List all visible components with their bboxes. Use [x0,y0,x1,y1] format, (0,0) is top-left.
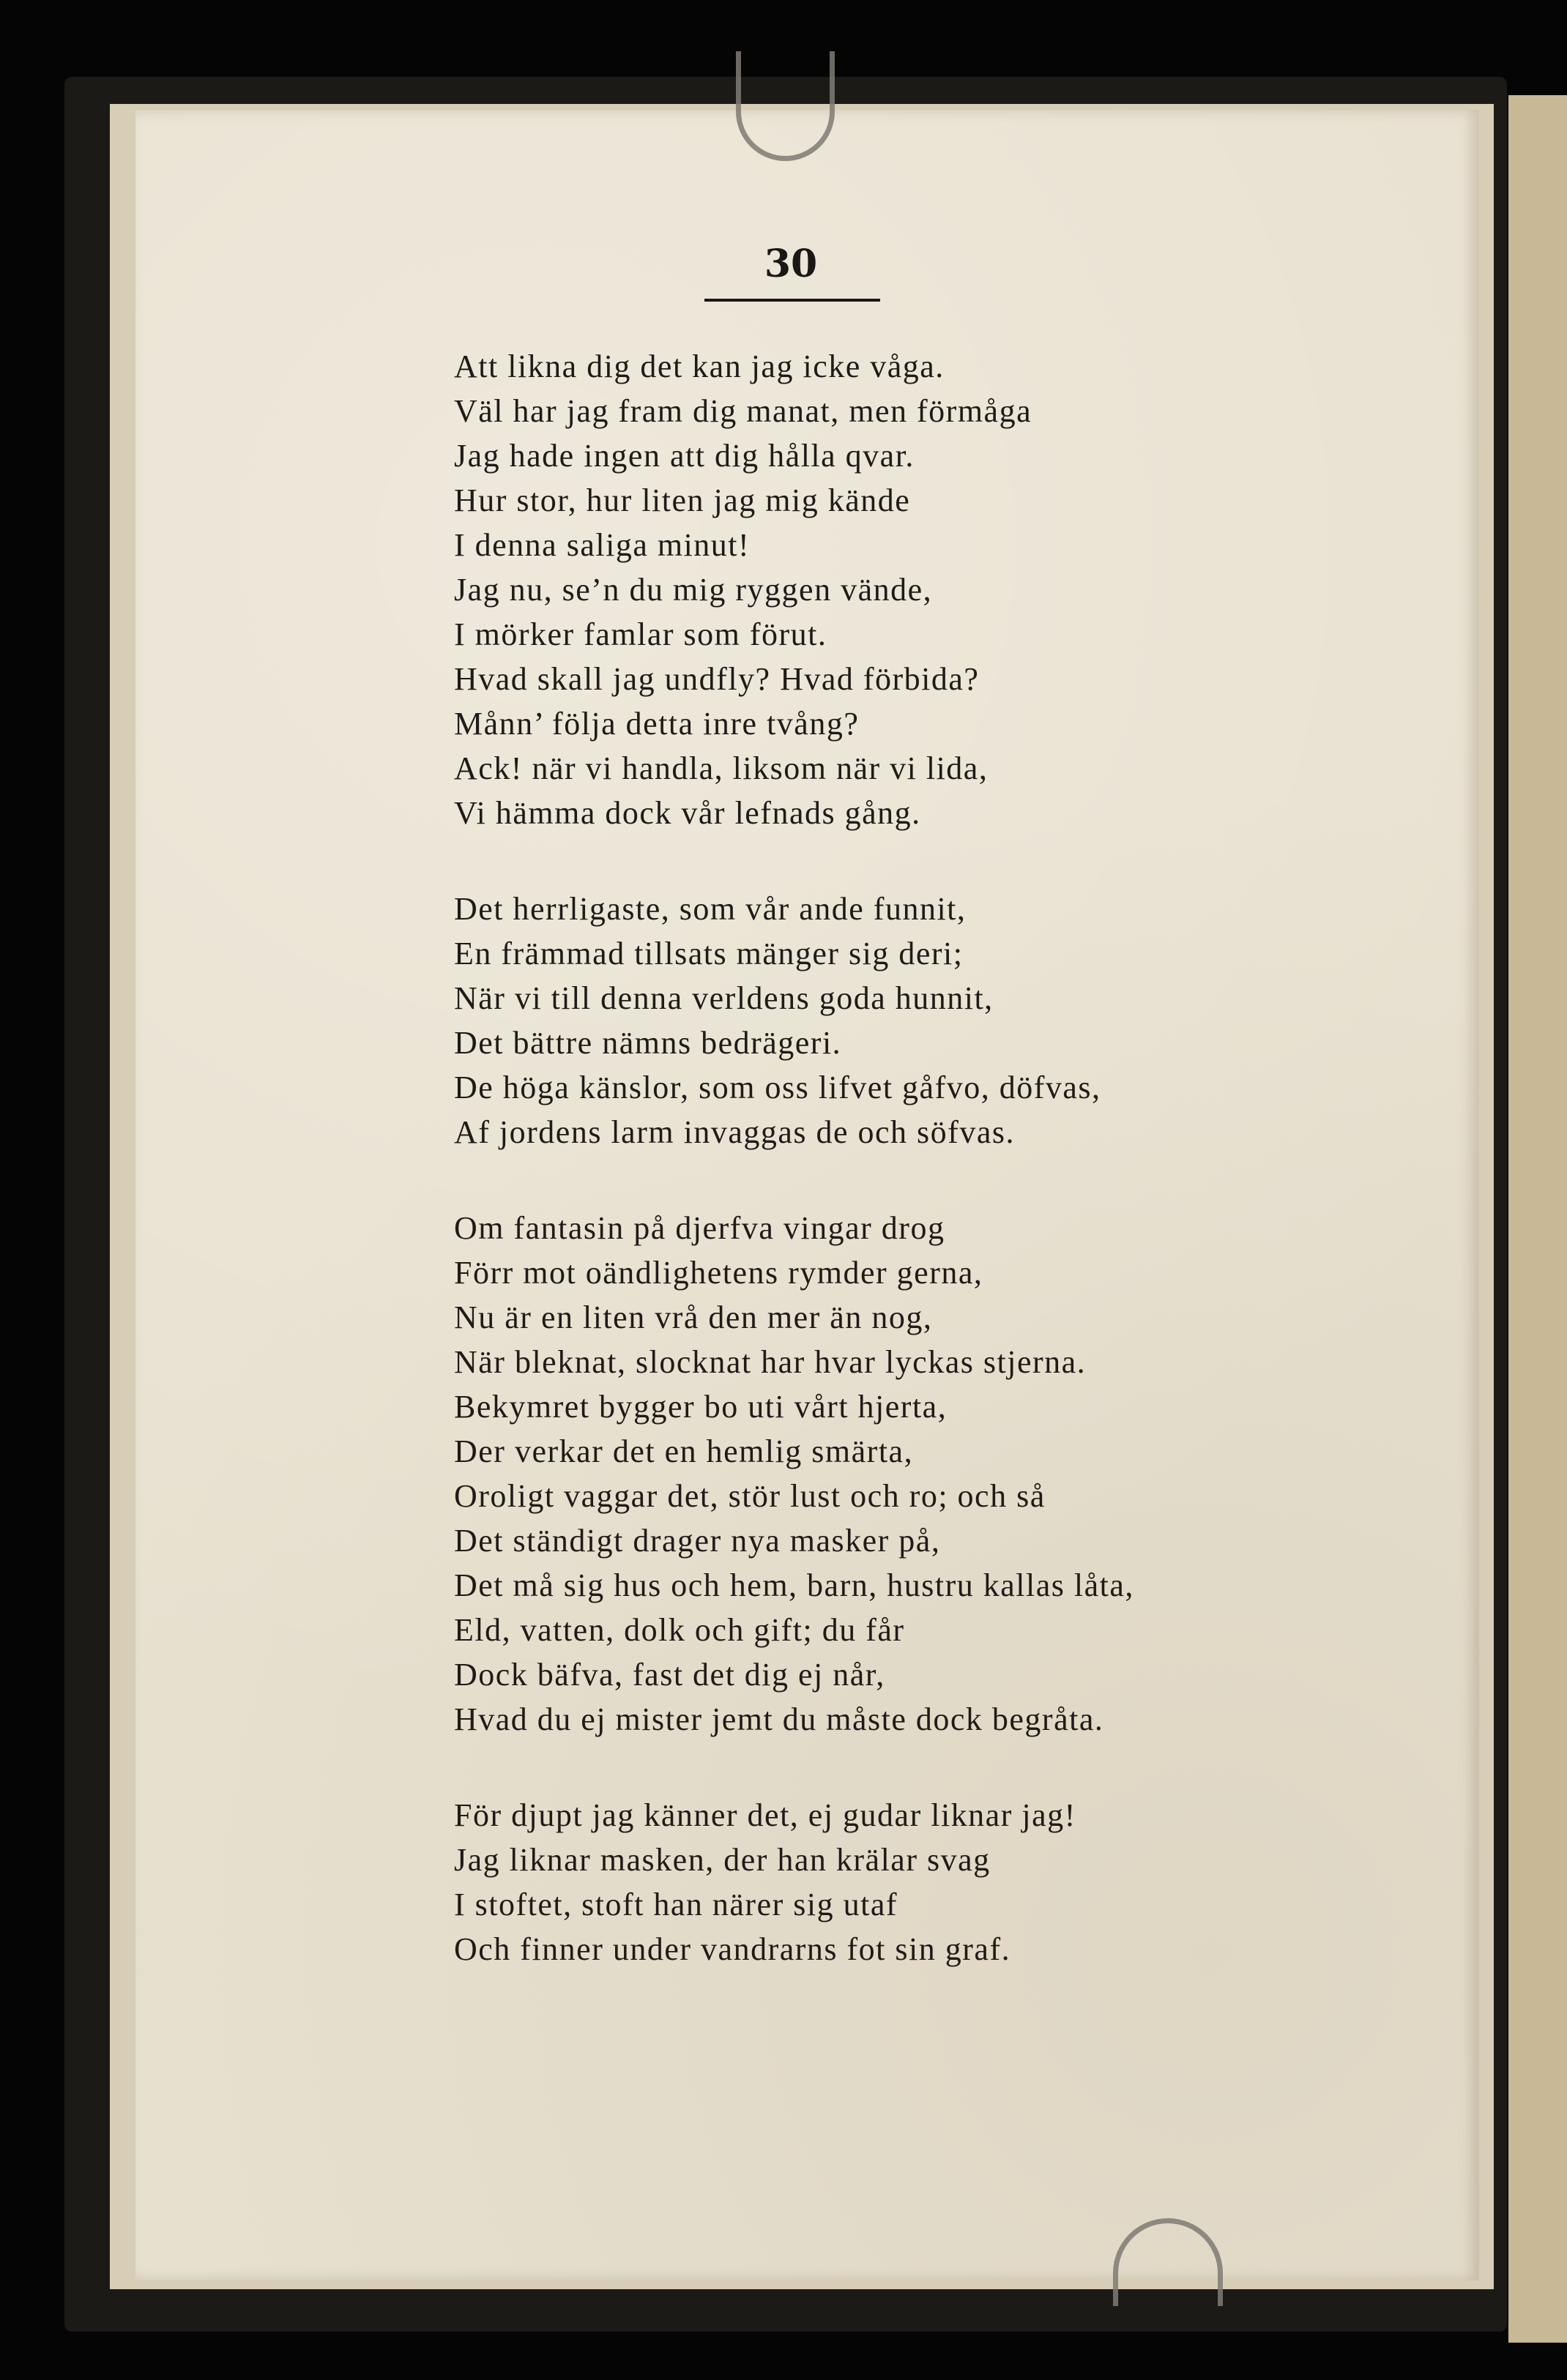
stanza [454,1793,1450,1971]
stanza [454,887,1450,1154]
poem-line: Jag liknar masken, der han krälar svag [454,1842,991,1878]
poem-line: För djupt jag känner det, ej gudar liknar jag! [454,1797,1076,1833]
stanza [454,344,1450,835]
poem-line: I denna saliga minut! [454,527,751,563]
poem-line: Vi hämma dock vår lefnads gång. [454,795,921,831]
poem-line: Förr mot oändlighetens rymder gerna, [454,1255,983,1291]
page-number-rule [704,299,880,302]
poem-line: Och finner under vandrarns fot sin graf. [454,1931,1011,1967]
poem-line: De höga känslor, som oss lifvet gåfvo, döfvas, [454,1070,1101,1105]
poem-line: I mörker famlar som förut. [454,616,827,652]
poem-line: Af jordens larm invaggas de och söfvas. [454,1114,1015,1150]
poem-line: Dock bäfva, fast det dig ej når, [454,1657,885,1693]
poem-line: Det herrligaste, som vår ande funnit, [454,891,967,927]
poem-line: Hvad skall jag undfly? Hvad förbida? [454,661,980,697]
poem-line: Hvad du ej mister jemt du måste dock begråta. [454,1701,1104,1737]
poem-line: I stoftet, stoft han närer sig utaf [454,1887,898,1922]
poem-line: Väl har jag fram dig manat, men förmåga [454,393,1032,429]
poem-line: När vi till denna verldens goda hunnit, [454,980,994,1016]
poem-line: Det bättre nämns bedrägeri. [454,1025,842,1061]
poem-line: Månn’ följa detta inre tvång? [454,706,860,742]
poem-line: Bekymret bygger bo uti vårt hjerta, [454,1389,948,1425]
poem-line: En främmad tillsats mänger sig deri; [454,936,964,971]
page-clip-top [736,51,835,161]
poem-line: Jag hade ingen att dig hålla qvar. [454,438,915,474]
page-number: 30 [764,242,818,286]
poem-line: Det ständigt drager nya masker på, [454,1523,941,1559]
poem-line: Det må sig hus och hem, barn, hustru kallas låta, [454,1567,1134,1603]
poem-line: Jag nu, se’n du mig ryggen vände, [454,572,933,608]
poem-line: Nu är en liten vrå den mer än nog, [454,1299,933,1335]
poem-line: Att likna dig det kan jag icke våga. [454,348,945,384]
poem-line: När bleknat, slocknat har hvar lyckas stjerna. [454,1344,1087,1380]
poem-line: Om fantasin på djerfva vingar drog [454,1210,945,1246]
adjacent-page-edge [1508,95,1567,2343]
stanza [454,1206,1450,1742]
poem-line: Hur stor, hur liten jag mig kände [454,482,911,518]
poem-text [454,344,1450,2023]
poem-line: Oroligt vaggar det, stör lust och ro; och så [454,1478,1046,1514]
poem-line: Der verkar det en hemlig smärta, [454,1433,914,1469]
poem-line: Ack! när vi handla, liksom när vi lida, [454,750,989,786]
poem-line: Eld, vatten, dolk och gift; du får [454,1612,905,1648]
